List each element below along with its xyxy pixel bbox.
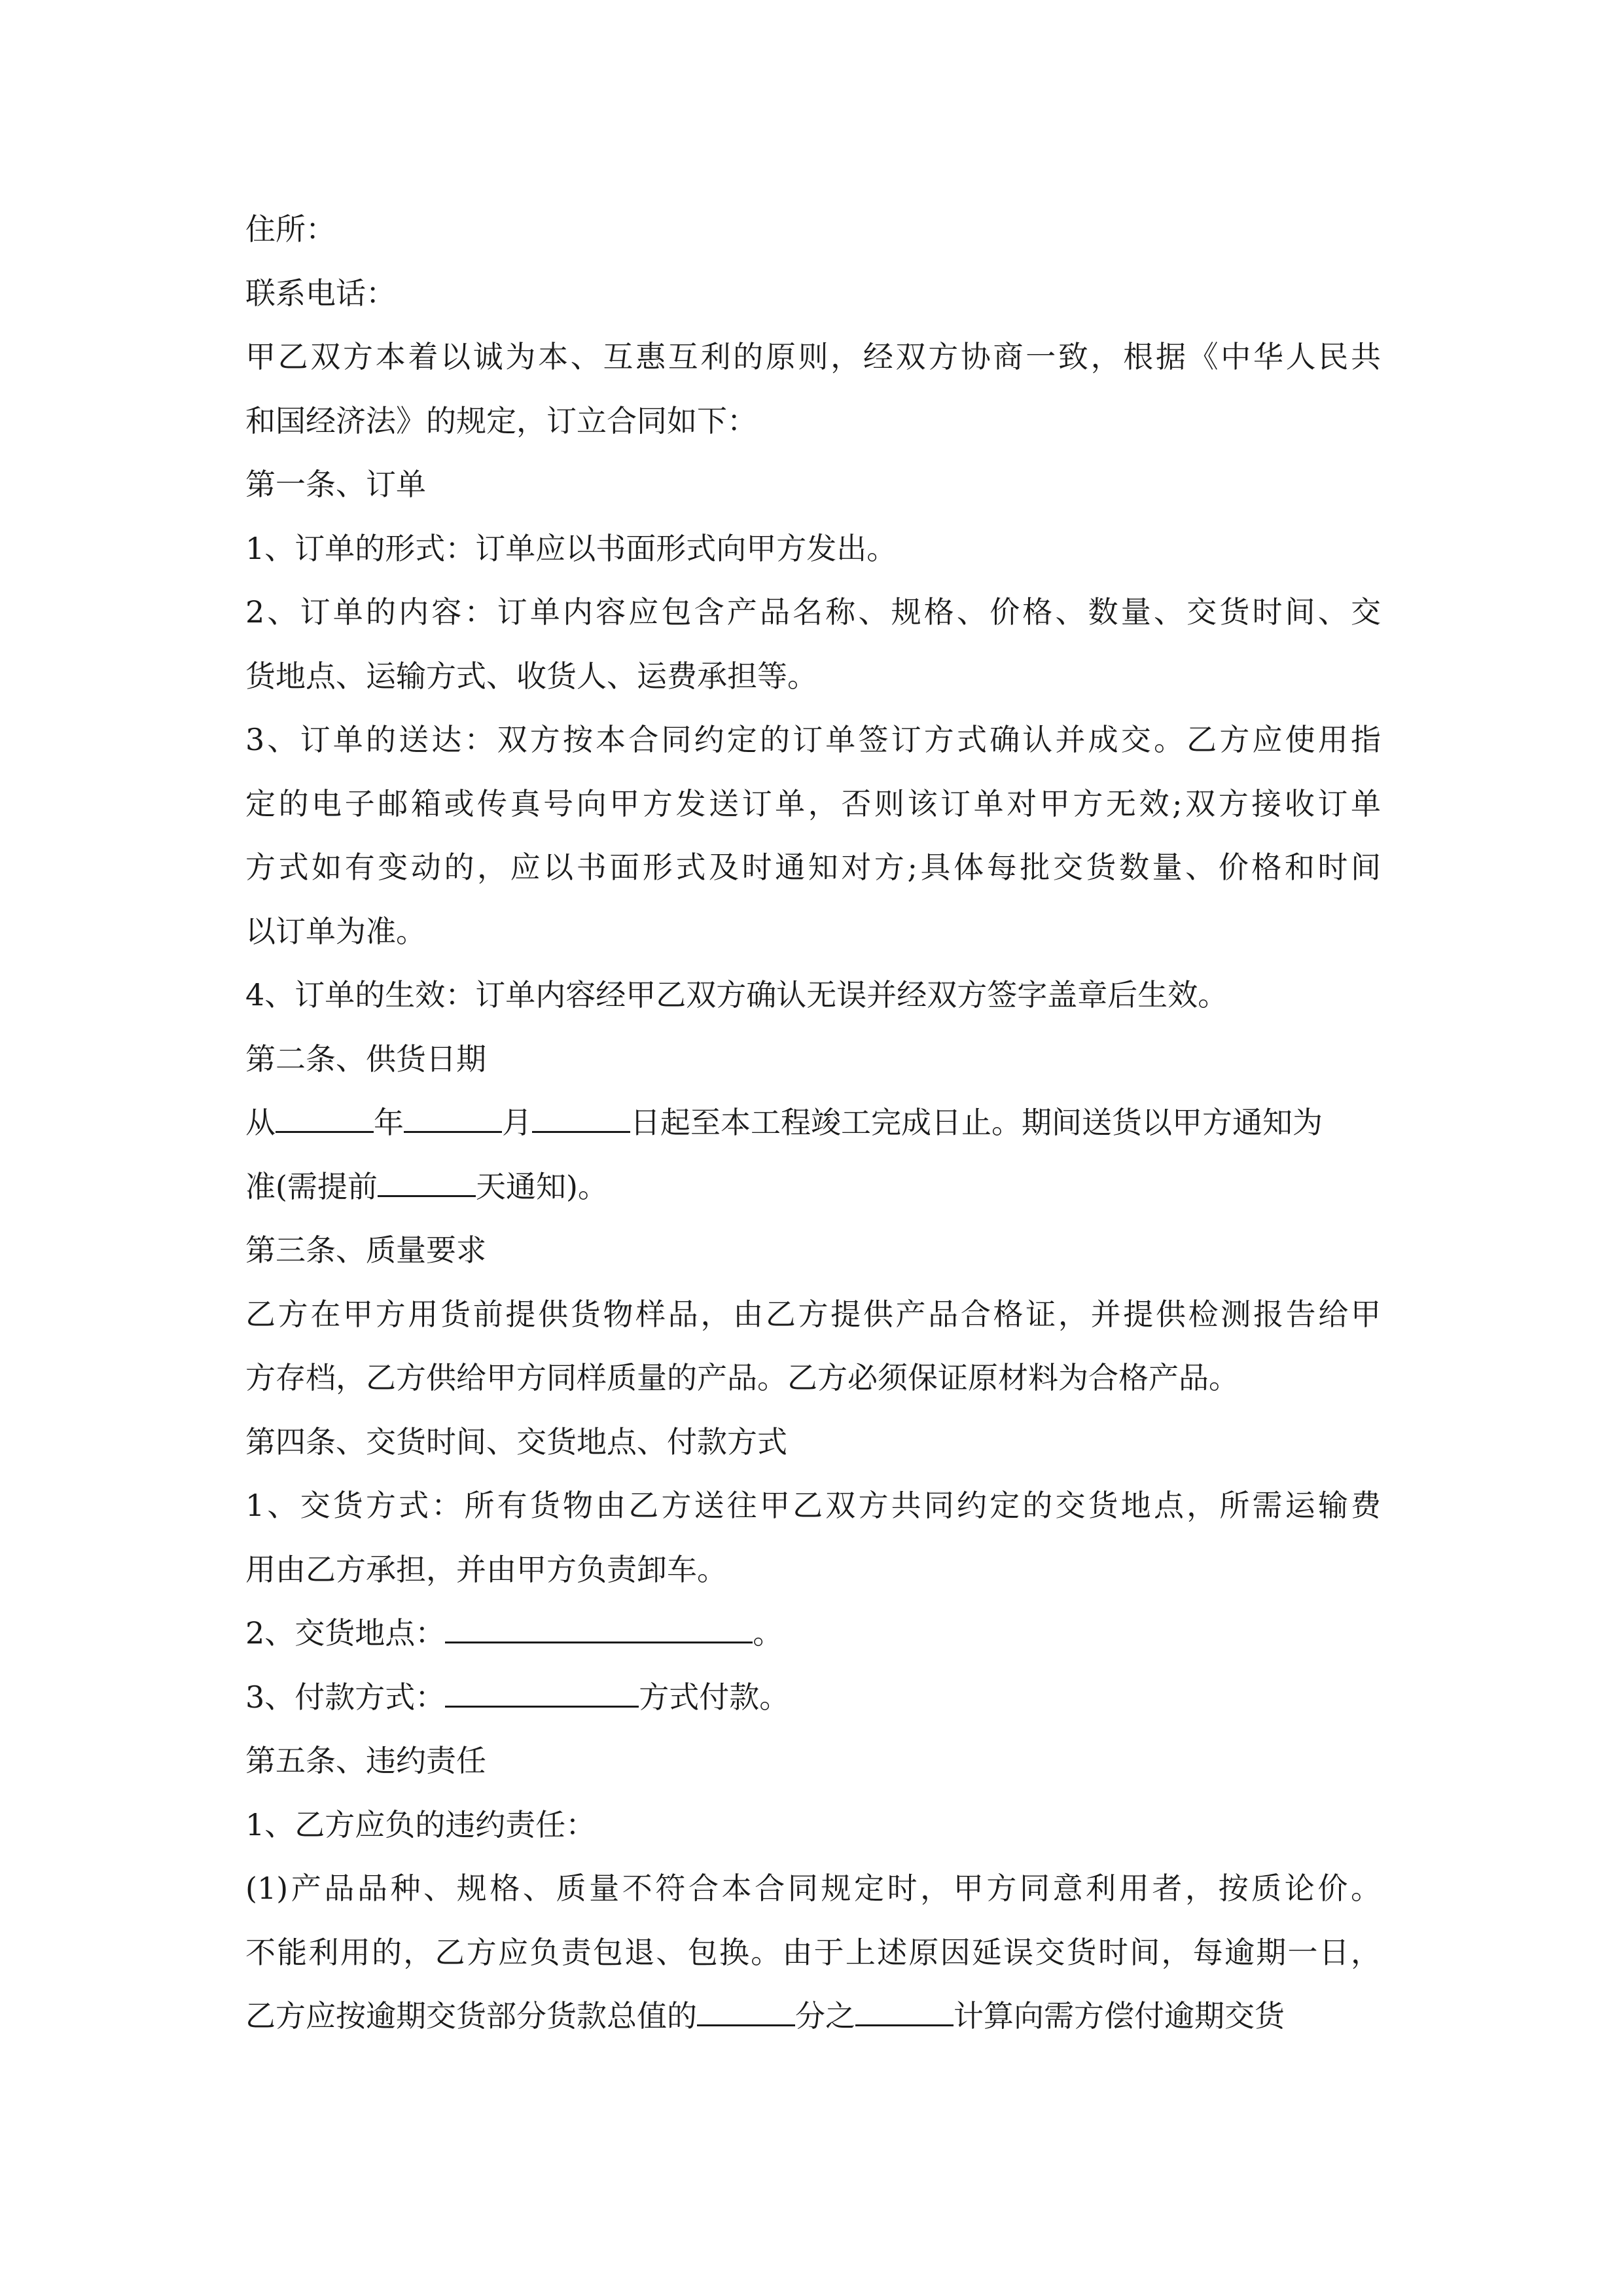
payment-method-end: 方式付款。 (639, 1679, 790, 1715)
article-1-item-3-line-3: 方式如有变动的，应以书面形式及时通知对方;具体每批交货数量、价格和时间 (245, 850, 1381, 885)
year-blank[interactable] (276, 1105, 374, 1133)
month-text: 月 (502, 1105, 532, 1140)
penalty-denominator-blank[interactable] (697, 1998, 795, 2026)
penalty-text-c: 计算向需方偿付逾期交货 (954, 1998, 1285, 2034)
article-1-item-3-line-2: 定的电子邮箱或传真号向甲方发送订单，否则该订单对甲方无效;双方接收订单 (245, 785, 1381, 821)
delivery-place-label: 2、交货地点： (245, 1615, 446, 1651)
article-5-sub-1-line-2: 不能利用的，乙方应负责包退、包换。由于上述原因延误交货时间，每逾期一日， (245, 1934, 1381, 1970)
delivery-place-end: 。 (753, 1615, 783, 1651)
payment-method-blank[interactable] (445, 1679, 639, 1708)
article-5-sub-1-line-3 (245, 1984, 1381, 2049)
article-4-item-2 (245, 1602, 1381, 1666)
article-1-item-2-line-1: 2、订单的内容：订单内容应包含产品名称、规格、价格、数量、交货时间、交 (245, 594, 1381, 630)
from-text: 从 (245, 1105, 276, 1140)
article-1-title: 第一条、订单 (245, 467, 426, 502)
article-5-sub-1-line-1: (1)产品品种、规格、质量不符合本合同规定时，甲方同意利用者，按质论价。 (245, 1871, 1381, 1906)
day-blank[interactable] (532, 1105, 630, 1133)
article-4-item-1-line-2: 用由乙方承担，并由甲方负责卸车。 (245, 1551, 727, 1587)
article-3-line-2: 方存档，乙方供给甲方同样质量的产品。乙方必须保证原材料为合格产品。 (245, 1360, 1239, 1395)
article-1-item-2-line-2: 货地点、运输方式、收货人、运费承担等。 (245, 658, 817, 694)
article-5-item-1: 1、乙方应负的违约责任： (245, 1806, 596, 1842)
advance-days-blank[interactable] (378, 1169, 476, 1197)
article-4-item-1-line-1: 1、交货方式：所有货物由乙方送往甲乙双方共同约定的交货地点，所需运输费 (245, 1488, 1381, 1523)
address-label: 住所： (245, 211, 336, 247)
penalty-numerator-blank[interactable] (855, 1998, 954, 2026)
contract-page (245, 198, 1381, 2049)
penalty-text-a: 乙方应按逾期交货部分货款总值的 (245, 1998, 697, 2034)
article-1-item-1: 1、订单的形式：订单应以书面形式向甲方发出。 (245, 530, 897, 566)
delivery-place-blank[interactable] (445, 1615, 753, 1643)
article-3-line-1: 乙方在甲方用货前提供货物样品，由乙方提供产品合格证，并提供检测报告给甲 (245, 1296, 1381, 1332)
article-3-title: 第三条、质量要求 (245, 1232, 486, 1268)
article-2-line-2 (245, 1155, 1381, 1219)
article-5-title: 第五条、违约责任 (245, 1743, 486, 1778)
article-1-item-4: 4、订单的生效：订单内容经甲乙双方确认无误并经双方签字盖章后生效。 (245, 977, 1228, 1013)
article-1-item-3-line-4: 以订单为准。 (245, 913, 426, 949)
penalty-text-b: 分之 (795, 1998, 855, 2034)
notice-text: 天通知)。 (475, 1168, 608, 1204)
month-blank[interactable] (404, 1105, 502, 1133)
preamble-line-2: 和国经济法》的规定，订立合同如下： (245, 403, 757, 439)
preamble-line-1: 甲乙双方本着以诚为本、互惠互利的原则，经双方协商一致，根据《中华人民共 (245, 339, 1381, 374)
article-2-title: 第二条、供货日期 (245, 1041, 486, 1077)
article-1-item-3-line-1: 3、订单的送达：双方按本合同约定的订单签订方式确认并成交。乙方应使用指 (245, 722, 1381, 757)
payment-method-label: 3、付款方式： (245, 1679, 446, 1715)
article-2-rest: 日起至本工程竣工完成日止。期间送货以甲方通知为 (630, 1105, 1323, 1140)
phone-label: 联系电话： (245, 275, 396, 311)
year-text: 年 (374, 1105, 404, 1140)
article-4-title: 第四条、交货时间、交货地点、付款方式 (245, 1424, 787, 1460)
advance-text: 准(需提前 (245, 1168, 378, 1204)
article-4-item-3 (245, 1666, 1381, 1730)
article-2-line-1 (245, 1091, 1381, 1155)
